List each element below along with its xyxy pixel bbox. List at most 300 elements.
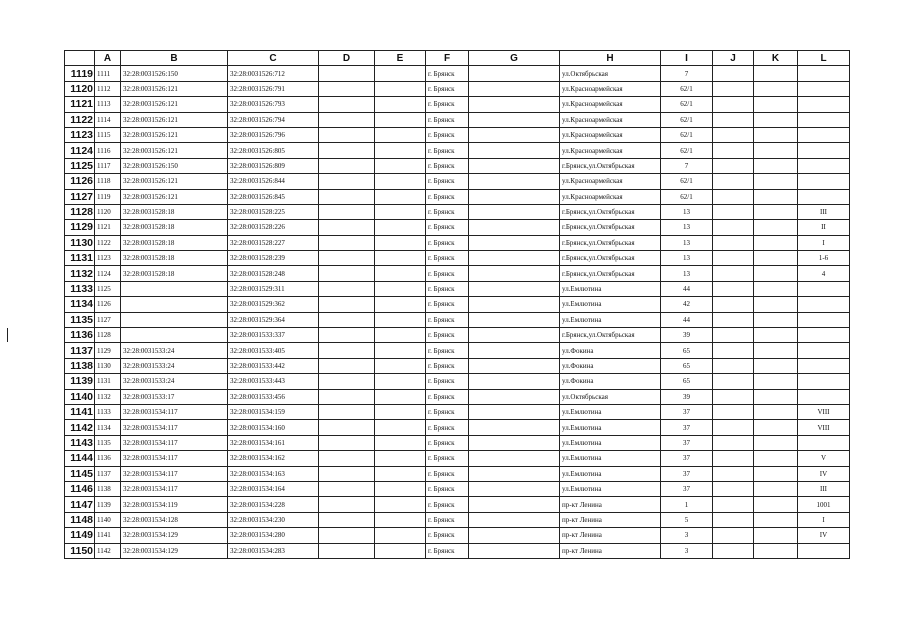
cell-c[interactable]: 32:28:0031534:160 <box>228 420 319 435</box>
cell-g[interactable] <box>469 481 560 496</box>
cell-e[interactable] <box>375 204 426 219</box>
cell-a[interactable]: 1125 <box>95 281 121 296</box>
row-number[interactable]: 1121 <box>65 97 95 112</box>
cell-g[interactable] <box>469 112 560 127</box>
cell-a[interactable]: 1132 <box>95 389 121 404</box>
cell-l[interactable]: III <box>798 204 850 219</box>
cell-h[interactable]: ул.Емлютина <box>560 281 661 296</box>
cell-f[interactable]: г. Брянск <box>426 66 469 81</box>
cell-f[interactable]: г. Брянск <box>426 297 469 312</box>
cell-h[interactable]: пр-кт Ленина <box>560 528 661 543</box>
cell-b[interactable]: 32:28:0031526:121 <box>121 189 228 204</box>
cell-l[interactable] <box>798 281 850 296</box>
cell-a[interactable]: 1131 <box>95 374 121 389</box>
cell-i[interactable]: 13 <box>661 220 713 235</box>
cell-f[interactable]: г. Брянск <box>426 127 469 142</box>
cell-l[interactable]: IV <box>798 466 850 481</box>
cell-i[interactable]: 37 <box>661 420 713 435</box>
cell-c[interactable]: 32:28:0031526:844 <box>228 174 319 189</box>
cell-e[interactable] <box>375 358 426 373</box>
row-number[interactable]: 1126 <box>65 174 95 189</box>
cell-f[interactable]: г. Брянск <box>426 328 469 343</box>
cell-f[interactable]: г. Брянск <box>426 312 469 327</box>
cell-j[interactable] <box>713 189 754 204</box>
cell-b[interactable]: 32:28:0031534:128 <box>121 512 228 527</box>
cell-e[interactable] <box>375 451 426 466</box>
cell-c[interactable]: 32:28:0031533:405 <box>228 343 319 358</box>
cell-b[interactable]: 32:28:0031526:150 <box>121 66 228 81</box>
row-number[interactable]: 1135 <box>65 312 95 327</box>
cell-h[interactable]: г.Брянск,ул.Октябрьская <box>560 158 661 173</box>
cell-f[interactable]: г. Брянск <box>426 404 469 419</box>
column-header-f[interactable]: F <box>426 51 469 66</box>
cell-f[interactable]: г. Брянск <box>426 81 469 96</box>
cell-f[interactable]: г. Брянск <box>426 358 469 373</box>
row-number[interactable]: 1139 <box>65 374 95 389</box>
cell-a[interactable]: 1134 <box>95 420 121 435</box>
cell-e[interactable] <box>375 251 426 266</box>
cell-l[interactable]: V <box>798 451 850 466</box>
cell-l[interactable]: 4 <box>798 266 850 281</box>
cell-d[interactable] <box>319 297 375 312</box>
cell-l[interactable] <box>798 143 850 158</box>
cell-f[interactable]: г. Брянск <box>426 543 469 558</box>
cell-i[interactable]: 62/1 <box>661 112 713 127</box>
cell-l[interactable] <box>798 66 850 81</box>
cell-k[interactable] <box>754 404 798 419</box>
row-number[interactable]: 1133 <box>65 281 95 296</box>
cell-h[interactable]: г.Брянск,ул.Октябрьская <box>560 220 661 235</box>
cell-h[interactable]: пр-кт Ленина <box>560 512 661 527</box>
row-number[interactable]: 1123 <box>65 127 95 142</box>
cell-e[interactable] <box>375 220 426 235</box>
cell-d[interactable] <box>319 466 375 481</box>
cell-b[interactable] <box>121 312 228 327</box>
cell-b[interactable]: 32:28:0031526:121 <box>121 143 228 158</box>
cell-c[interactable]: 32:28:0031526:712 <box>228 66 319 81</box>
cell-c[interactable]: 32:28:0031529:362 <box>228 297 319 312</box>
cell-c[interactable]: 32:28:0031534:163 <box>228 466 319 481</box>
cell-j[interactable] <box>713 543 754 558</box>
cell-b[interactable]: 32:28:0031534:117 <box>121 404 228 419</box>
cell-h[interactable]: г.Брянск,ул.Октябрьская <box>560 204 661 219</box>
cell-c[interactable]: 32:28:0031533:456 <box>228 389 319 404</box>
cell-l[interactable] <box>798 312 850 327</box>
cell-g[interactable] <box>469 328 560 343</box>
cell-h[interactable]: ул.Красноармейская <box>560 97 661 112</box>
cell-c[interactable]: 32:28:0031526:805 <box>228 143 319 158</box>
cell-j[interactable] <box>713 251 754 266</box>
cell-b[interactable]: 32:28:0031534:117 <box>121 466 228 481</box>
cell-a[interactable]: 1127 <box>95 312 121 327</box>
row-number[interactable]: 1125 <box>65 158 95 173</box>
cell-d[interactable] <box>319 343 375 358</box>
cell-f[interactable]: г. Брянск <box>426 112 469 127</box>
cell-f[interactable]: г. Брянск <box>426 343 469 358</box>
cell-l[interactable] <box>798 435 850 450</box>
cell-j[interactable] <box>713 451 754 466</box>
cell-a[interactable]: 1133 <box>95 404 121 419</box>
row-number[interactable]: 1127 <box>65 189 95 204</box>
cell-c[interactable]: 32:28:0031526:845 <box>228 189 319 204</box>
cell-d[interactable] <box>319 512 375 527</box>
cell-j[interactable] <box>713 389 754 404</box>
cell-f[interactable]: г. Брянск <box>426 204 469 219</box>
cell-c[interactable]: 32:28:0031528:227 <box>228 235 319 250</box>
cell-f[interactable]: г. Брянск <box>426 528 469 543</box>
cell-a[interactable]: 1139 <box>95 497 121 512</box>
cell-k[interactable] <box>754 297 798 312</box>
cell-k[interactable] <box>754 358 798 373</box>
cell-f[interactable]: г. Брянск <box>426 281 469 296</box>
cell-e[interactable] <box>375 174 426 189</box>
column-header-b[interactable]: B <box>121 51 228 66</box>
cell-i[interactable]: 3 <box>661 528 713 543</box>
cell-k[interactable] <box>754 497 798 512</box>
cell-e[interactable] <box>375 112 426 127</box>
cell-i[interactable]: 39 <box>661 389 713 404</box>
cell-j[interactable] <box>713 435 754 450</box>
cell-k[interactable] <box>754 435 798 450</box>
cell-f[interactable]: г. Брянск <box>426 251 469 266</box>
cell-l[interactable] <box>798 389 850 404</box>
cell-a[interactable]: 1126 <box>95 297 121 312</box>
row-number[interactable]: 1124 <box>65 143 95 158</box>
cell-k[interactable] <box>754 389 798 404</box>
cell-a[interactable]: 1117 <box>95 158 121 173</box>
cell-j[interactable] <box>713 112 754 127</box>
cell-a[interactable]: 1122 <box>95 235 121 250</box>
cell-b[interactable] <box>121 297 228 312</box>
cell-i[interactable]: 5 <box>661 512 713 527</box>
cell-k[interactable] <box>754 512 798 527</box>
cell-f[interactable]: г. Брянск <box>426 481 469 496</box>
cell-d[interactable] <box>319 97 375 112</box>
cell-k[interactable] <box>754 235 798 250</box>
cell-k[interactable] <box>754 97 798 112</box>
cell-b[interactable]: 32:28:0031528:18 <box>121 251 228 266</box>
cell-i[interactable]: 65 <box>661 374 713 389</box>
corner-cell[interactable] <box>65 51 95 66</box>
cell-a[interactable]: 1137 <box>95 466 121 481</box>
cell-e[interactable] <box>375 435 426 450</box>
cell-l[interactable] <box>798 81 850 96</box>
cell-e[interactable] <box>375 81 426 96</box>
cell-i[interactable]: 37 <box>661 481 713 496</box>
cell-a[interactable]: 1138 <box>95 481 121 496</box>
cell-g[interactable] <box>469 143 560 158</box>
cell-a[interactable]: 1142 <box>95 543 121 558</box>
cell-a[interactable]: 1119 <box>95 189 121 204</box>
cell-b[interactable]: 32:28:0031533:24 <box>121 374 228 389</box>
cell-l[interactable] <box>798 189 850 204</box>
cell-e[interactable] <box>375 389 426 404</box>
cell-d[interactable] <box>319 312 375 327</box>
cell-l[interactable]: IV <box>798 528 850 543</box>
cell-k[interactable] <box>754 543 798 558</box>
column-header-d[interactable]: D <box>319 51 375 66</box>
cell-g[interactable] <box>469 189 560 204</box>
cell-g[interactable] <box>469 497 560 512</box>
cell-i[interactable]: 3 <box>661 543 713 558</box>
cell-i[interactable]: 37 <box>661 404 713 419</box>
cell-b[interactable]: 32:28:0031534:117 <box>121 435 228 450</box>
cell-g[interactable] <box>469 528 560 543</box>
cell-h[interactable]: ул.Фокина <box>560 358 661 373</box>
cell-f[interactable]: г. Брянск <box>426 220 469 235</box>
cell-k[interactable] <box>754 158 798 173</box>
cell-d[interactable] <box>319 81 375 96</box>
cell-j[interactable] <box>713 358 754 373</box>
cell-l[interactable]: I <box>798 235 850 250</box>
cell-a[interactable]: 1112 <box>95 81 121 96</box>
cell-i[interactable]: 65 <box>661 358 713 373</box>
cell-f[interactable]: г. Брянск <box>426 512 469 527</box>
cell-a[interactable]: 1116 <box>95 143 121 158</box>
cell-e[interactable] <box>375 404 426 419</box>
cell-b[interactable]: 32:28:0031528:18 <box>121 235 228 250</box>
cell-g[interactable] <box>469 297 560 312</box>
cell-g[interactable] <box>469 312 560 327</box>
cell-e[interactable] <box>375 312 426 327</box>
cell-b[interactable]: 32:28:0031534:117 <box>121 420 228 435</box>
cell-l[interactable] <box>798 374 850 389</box>
cell-j[interactable] <box>713 497 754 512</box>
cell-h[interactable]: ул.Емлютина <box>560 435 661 450</box>
cell-e[interactable] <box>375 512 426 527</box>
cell-k[interactable] <box>754 481 798 496</box>
cell-l[interactable]: 1-6 <box>798 251 850 266</box>
row-number[interactable]: 1144 <box>65 451 95 466</box>
cell-f[interactable]: г. Брянск <box>426 174 469 189</box>
cell-g[interactable] <box>469 389 560 404</box>
cell-c[interactable]: 32:28:0031534:162 <box>228 451 319 466</box>
cell-k[interactable] <box>754 466 798 481</box>
cell-j[interactable] <box>713 528 754 543</box>
cell-f[interactable]: г. Брянск <box>426 451 469 466</box>
cell-c[interactable]: 32:28:0031526:794 <box>228 112 319 127</box>
cell-a[interactable]: 1114 <box>95 112 121 127</box>
cell-e[interactable] <box>375 543 426 558</box>
cell-a[interactable]: 1129 <box>95 343 121 358</box>
row-number[interactable]: 1150 <box>65 543 95 558</box>
cell-d[interactable] <box>319 420 375 435</box>
cell-i[interactable]: 13 <box>661 235 713 250</box>
cell-j[interactable] <box>713 281 754 296</box>
cell-a[interactable]: 1115 <box>95 127 121 142</box>
cell-h[interactable]: г.Брянск,ул.Октябрьская <box>560 328 661 343</box>
cell-b[interactable]: 32:28:0031526:121 <box>121 81 228 96</box>
row-number[interactable]: 1134 <box>65 297 95 312</box>
row-number[interactable]: 1137 <box>65 343 95 358</box>
cell-e[interactable] <box>375 189 426 204</box>
column-header-i[interactable]: I <box>661 51 713 66</box>
cell-b[interactable]: 32:28:0031528:18 <box>121 266 228 281</box>
cell-i[interactable]: 62/1 <box>661 174 713 189</box>
cell-g[interactable] <box>469 435 560 450</box>
cell-d[interactable] <box>319 281 375 296</box>
row-number[interactable]: 1138 <box>65 358 95 373</box>
cell-e[interactable] <box>375 328 426 343</box>
cell-h[interactable]: ул.Красноармейская <box>560 112 661 127</box>
cell-g[interactable] <box>469 204 560 219</box>
cell-k[interactable] <box>754 112 798 127</box>
cell-j[interactable] <box>713 66 754 81</box>
cell-f[interactable]: г. Брянск <box>426 266 469 281</box>
cell-g[interactable] <box>469 220 560 235</box>
cell-i[interactable]: 7 <box>661 158 713 173</box>
cell-c[interactable]: 32:28:0031526:796 <box>228 127 319 142</box>
cell-k[interactable] <box>754 281 798 296</box>
cell-a[interactable]: 1130 <box>95 358 121 373</box>
cell-h[interactable]: г.Брянск,ул.Октябрьская <box>560 251 661 266</box>
cell-h[interactable]: ул.Емлютина <box>560 451 661 466</box>
cell-d[interactable] <box>319 127 375 142</box>
cell-g[interactable] <box>469 358 560 373</box>
cell-e[interactable] <box>375 343 426 358</box>
cell-g[interactable] <box>469 512 560 527</box>
cell-g[interactable] <box>469 97 560 112</box>
cell-d[interactable] <box>319 389 375 404</box>
cell-g[interactable] <box>469 235 560 250</box>
cell-d[interactable] <box>319 174 375 189</box>
cell-f[interactable]: г. Брянск <box>426 389 469 404</box>
cell-g[interactable] <box>469 66 560 81</box>
cell-c[interactable]: 32:28:0031534:161 <box>228 435 319 450</box>
cell-i[interactable]: 13 <box>661 251 713 266</box>
cell-a[interactable]: 1111 <box>95 66 121 81</box>
column-header-g[interactable]: G <box>469 51 560 66</box>
cell-l[interactable] <box>798 112 850 127</box>
cell-b[interactable]: 32:28:0031526:121 <box>121 112 228 127</box>
row-number[interactable]: 1149 <box>65 528 95 543</box>
cell-e[interactable] <box>375 66 426 81</box>
cell-j[interactable] <box>713 312 754 327</box>
row-number[interactable]: 1140 <box>65 389 95 404</box>
cell-j[interactable] <box>713 220 754 235</box>
cell-g[interactable] <box>469 404 560 419</box>
cell-l[interactable] <box>798 97 850 112</box>
row-number[interactable]: 1136 <box>65 328 95 343</box>
cell-d[interactable] <box>319 251 375 266</box>
cell-c[interactable]: 32:28:0031534:283 <box>228 543 319 558</box>
cell-c[interactable]: 32:28:0031526:809 <box>228 158 319 173</box>
cell-e[interactable] <box>375 266 426 281</box>
cell-b[interactable]: 32:28:0031526:121 <box>121 174 228 189</box>
cell-g[interactable] <box>469 420 560 435</box>
cell-c[interactable]: 32:28:0031534:230 <box>228 512 319 527</box>
cell-j[interactable] <box>713 174 754 189</box>
cell-i[interactable]: 37 <box>661 451 713 466</box>
cell-g[interactable] <box>469 174 560 189</box>
row-number[interactable]: 1141 <box>65 404 95 419</box>
row-number[interactable]: 1148 <box>65 512 95 527</box>
cell-e[interactable] <box>375 374 426 389</box>
cell-k[interactable] <box>754 189 798 204</box>
row-number[interactable]: 1142 <box>65 420 95 435</box>
cell-h[interactable]: г.Брянск,ул.Октябрьская <box>560 266 661 281</box>
cell-b[interactable]: 32:28:0031528:18 <box>121 220 228 235</box>
cell-a[interactable]: 1120 <box>95 204 121 219</box>
cell-i[interactable]: 42 <box>661 297 713 312</box>
cell-d[interactable] <box>319 543 375 558</box>
column-header-e[interactable]: E <box>375 51 426 66</box>
cell-h[interactable]: ул.Октябрьская <box>560 389 661 404</box>
cell-c[interactable]: 32:28:0031534:228 <box>228 497 319 512</box>
cell-c[interactable]: 32:28:0031526:791 <box>228 81 319 96</box>
cell-c[interactable]: 32:28:0031534:159 <box>228 404 319 419</box>
cell-j[interactable] <box>713 343 754 358</box>
cell-i[interactable]: 62/1 <box>661 97 713 112</box>
cell-k[interactable] <box>754 266 798 281</box>
cell-e[interactable] <box>375 420 426 435</box>
column-header-l[interactable]: L <box>798 51 850 66</box>
cell-a[interactable]: 1121 <box>95 220 121 235</box>
cell-b[interactable]: 32:28:0031526:121 <box>121 97 228 112</box>
row-number[interactable]: 1128 <box>65 204 95 219</box>
cell-a[interactable]: 1113 <box>95 97 121 112</box>
cell-c[interactable]: 32:28:0031528:248 <box>228 266 319 281</box>
cell-c[interactable]: 32:28:0031533:337 <box>228 328 319 343</box>
cell-e[interactable] <box>375 281 426 296</box>
cell-h[interactable]: пр-кт Ленина <box>560 543 661 558</box>
cell-a[interactable]: 1136 <box>95 451 121 466</box>
row-number[interactable]: 1122 <box>65 112 95 127</box>
cell-d[interactable] <box>319 266 375 281</box>
cell-b[interactable]: 32:28:0031528:18 <box>121 204 228 219</box>
cell-g[interactable] <box>469 127 560 142</box>
cell-c[interactable]: 32:28:0031529:364 <box>228 312 319 327</box>
cell-b[interactable] <box>121 328 228 343</box>
cell-b[interactable]: 32:28:0031526:121 <box>121 127 228 142</box>
cell-d[interactable] <box>319 204 375 219</box>
cell-j[interactable] <box>713 512 754 527</box>
cell-b[interactable]: 32:28:0031534:117 <box>121 451 228 466</box>
cell-a[interactable]: 1140 <box>95 512 121 527</box>
cell-l[interactable] <box>798 297 850 312</box>
cell-a[interactable]: 1128 <box>95 328 121 343</box>
cell-i[interactable]: 44 <box>661 281 713 296</box>
cell-k[interactable] <box>754 143 798 158</box>
cell-j[interactable] <box>713 158 754 173</box>
cell-d[interactable] <box>319 528 375 543</box>
cell-g[interactable] <box>469 451 560 466</box>
cell-e[interactable] <box>375 297 426 312</box>
cell-j[interactable] <box>713 328 754 343</box>
column-header-j[interactable]: J <box>713 51 754 66</box>
cell-e[interactable] <box>375 466 426 481</box>
row-number[interactable]: 1146 <box>65 481 95 496</box>
cell-l[interactable] <box>798 343 850 358</box>
row-number[interactable]: 1131 <box>65 251 95 266</box>
cell-h[interactable]: ул.Емлютина <box>560 297 661 312</box>
cell-k[interactable] <box>754 343 798 358</box>
cell-i[interactable]: 37 <box>661 466 713 481</box>
cell-b[interactable]: 32:28:0031534:117 <box>121 481 228 496</box>
cell-l[interactable]: 1001 <box>798 497 850 512</box>
cell-j[interactable] <box>713 466 754 481</box>
cell-b[interactable] <box>121 281 228 296</box>
cell-j[interactable] <box>713 143 754 158</box>
cell-a[interactable]: 1135 <box>95 435 121 450</box>
cell-e[interactable] <box>375 158 426 173</box>
cell-g[interactable] <box>469 466 560 481</box>
cell-j[interactable] <box>713 481 754 496</box>
cell-k[interactable] <box>754 312 798 327</box>
cell-f[interactable]: г. Брянск <box>426 420 469 435</box>
cell-d[interactable] <box>319 189 375 204</box>
column-header-a[interactable]: A <box>95 51 121 66</box>
